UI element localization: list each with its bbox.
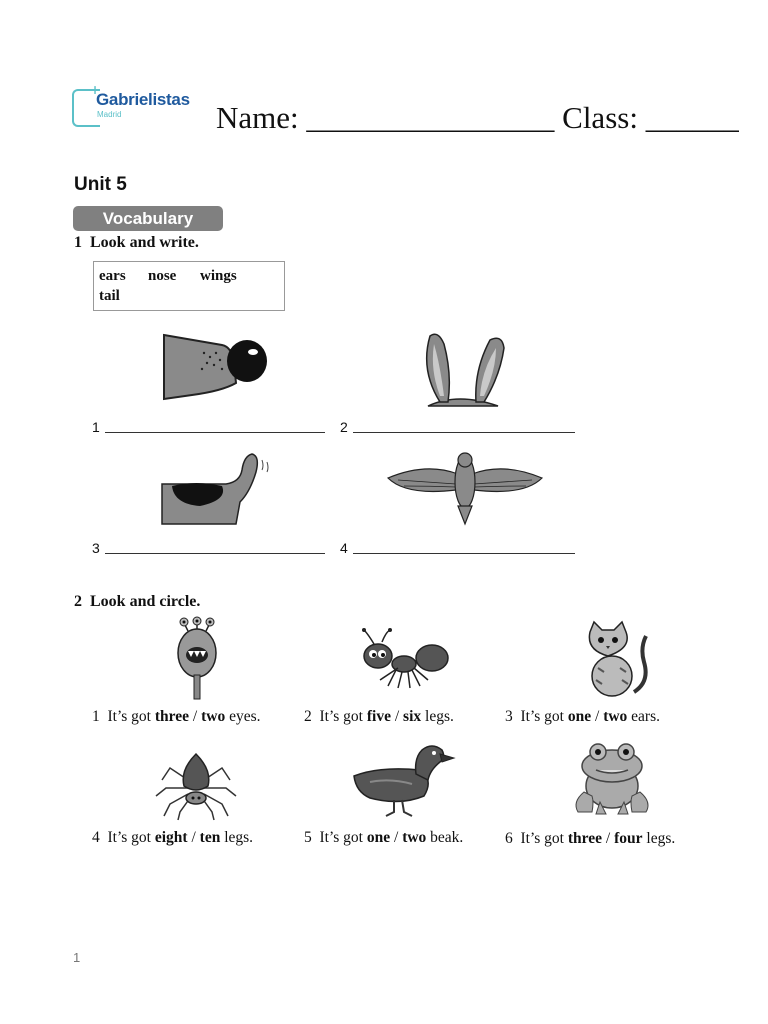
sentence-text: eyes. <box>229 708 261 725</box>
choice-separator: / <box>595 708 600 725</box>
class-blank: ______ <box>645 100 739 135</box>
word-bank-word: nose <box>148 268 177 284</box>
sentence-3 <box>505 708 660 726</box>
spider-picture <box>154 750 238 822</box>
cat-picture <box>584 622 650 698</box>
unit-title: Unit 5 <box>74 174 127 195</box>
item-number: 5 <box>304 829 312 846</box>
sentence-text: It’s got <box>107 708 151 725</box>
word-bank-word: ears <box>99 268 126 284</box>
word-bank-word: wings <box>200 268 237 284</box>
item-number: 6 <box>505 830 513 847</box>
item-number: 4 <box>340 540 348 556</box>
exercise2-instruction: Look and circle. <box>90 593 201 610</box>
sentence-text: It’s got <box>319 829 363 846</box>
exercise1-instruction: Look and write. <box>90 234 199 251</box>
bird-wings-picture <box>386 452 544 526</box>
monster-picture <box>174 617 220 701</box>
word-bank-word: tail <box>99 288 120 304</box>
choice-option-2[interactable]: two <box>201 708 226 725</box>
school-logo <box>72 83 212 128</box>
choice-separator: / <box>394 708 400 725</box>
choice-separator: / <box>605 830 611 847</box>
sentence-2 <box>304 708 454 726</box>
name-blank: ________________ <box>306 100 555 135</box>
item-number: 1 <box>92 708 100 725</box>
rabbit-ears-picture <box>418 330 508 408</box>
answer-line[interactable] <box>105 432 325 433</box>
choice-option-1[interactable]: eight <box>154 829 188 846</box>
sentence-text: legs. <box>425 708 454 725</box>
exercise2-heading <box>74 593 200 611</box>
answer-line[interactable] <box>353 432 575 433</box>
sentence-text: ears. <box>631 708 660 725</box>
choice-option-1[interactable]: five <box>366 708 391 725</box>
item-number: 3 <box>92 540 100 556</box>
sentence-1 <box>92 708 261 726</box>
exercise1-heading <box>74 234 199 252</box>
dog-tail-picture <box>160 452 275 526</box>
choice-separator: / <box>192 708 198 725</box>
sentence-text: beak. <box>430 829 464 846</box>
name-label: Name: <box>216 100 299 135</box>
answer-line[interactable] <box>353 553 575 554</box>
sentence-4 <box>92 829 253 847</box>
class-label: Class: <box>562 100 638 135</box>
choice-option-2[interactable]: four <box>614 830 643 847</box>
item-number: 4 <box>92 829 100 846</box>
sentence-text: It’s got <box>520 830 564 847</box>
choice-option-2[interactable]: two <box>402 829 427 846</box>
choice-option-1[interactable]: one <box>567 708 592 725</box>
item-number: 1 <box>92 419 100 435</box>
section-tab-vocabulary: Vocabulary <box>73 206 223 231</box>
ant-picture <box>360 628 450 690</box>
exercise2-number: 2 <box>74 593 82 610</box>
choice-separator: / <box>191 829 196 846</box>
sentence-text: legs. <box>224 829 254 846</box>
duck-picture <box>350 740 456 818</box>
choice-option-1[interactable]: three <box>567 830 603 847</box>
sentence-5 <box>304 829 463 847</box>
choice-option-2[interactable]: six <box>403 708 422 725</box>
logo-text: Gabrielistas <box>96 90 190 109</box>
frog-picture <box>570 742 654 816</box>
choice-option-2[interactable]: ten <box>199 829 221 846</box>
logo-subtext: Madrid <box>97 110 122 119</box>
sentence-text: legs. <box>646 830 676 847</box>
page-number: 1 <box>73 950 81 965</box>
item-number: 2 <box>304 708 312 725</box>
name-class-line <box>216 100 739 136</box>
sentence-text: It’s got <box>107 829 151 846</box>
choice-separator: / <box>394 829 399 846</box>
item-number: 3 <box>505 708 513 725</box>
item-number: 2 <box>340 419 348 435</box>
sentence-text: It’s got <box>520 708 564 725</box>
answer-line[interactable] <box>105 553 325 554</box>
choice-option-1[interactable]: three <box>154 708 190 725</box>
dog-nose-picture <box>162 333 270 401</box>
word-bank-box <box>93 261 285 311</box>
sentence-text: It’s got <box>319 708 363 725</box>
sentence-6 <box>505 830 675 848</box>
choice-option-2[interactable]: two <box>603 708 628 725</box>
logo-plus-icon: + <box>90 83 101 97</box>
exercise1-number: 1 <box>74 234 82 251</box>
choice-option-1[interactable]: one <box>366 829 391 846</box>
